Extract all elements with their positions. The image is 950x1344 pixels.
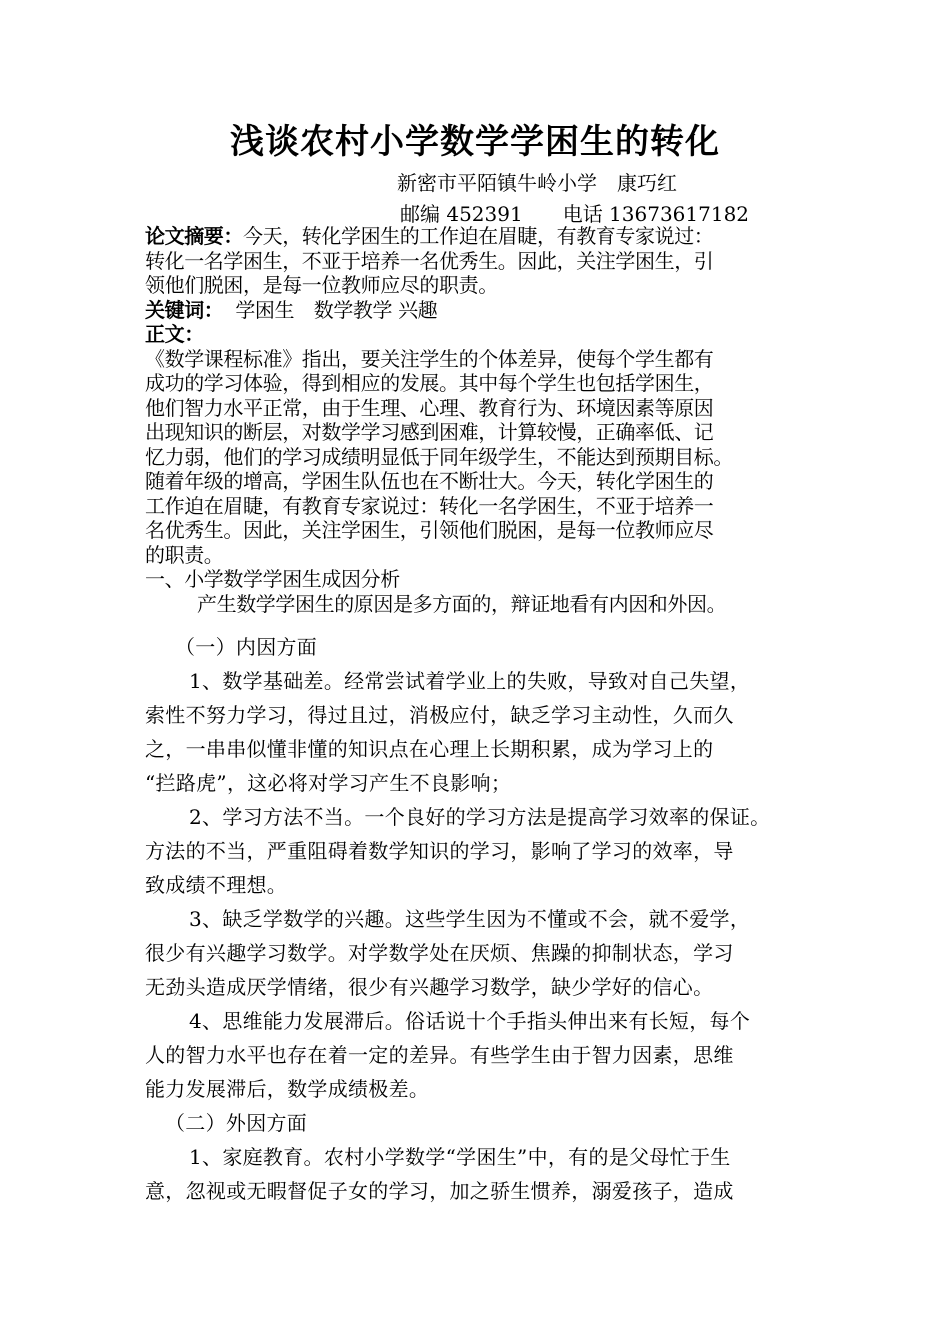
paragraph-line: 无劲头造成厌学情绪，很少有兴趣学习数学，缺少学好的信心。 [145, 975, 714, 999]
document-title: 浅谈农村小学数学学困生的转化 [230, 122, 720, 162]
paragraph-line: “拦路虎”，这必将对学习产生不良影响； [145, 771, 512, 795]
paragraph-line: 很少有兴趣学习数学。对学数学处在厌烦、焦躁的抑制状态，学习 [145, 941, 734, 965]
paragraph-line: 2、学习方法不当。一个良好的学习方法是提高学习效率的保证。 [189, 805, 771, 829]
abstract-text: 今天，转化学困生的工作迫在眉睫，有教育专家说过： [243, 224, 714, 248]
subsection-heading-external: （二）外因方面 [165, 1111, 308, 1135]
abstract-line [145, 224, 835, 249]
paragraph-line: 索性不努力学习，得过且过，消极应付，缺乏学习主动性，久而久 [145, 703, 734, 727]
abstract-block [145, 224, 835, 616]
keywords-label: 关键词： [145, 297, 224, 322]
paragraph-line: 1、数学基础差。经常尝试着学业上的失败，导致对自己失望， [189, 669, 751, 693]
paragraph-line: 1、家庭教育。农村小学数学“学困生”中，有的是父母忙于生 [189, 1145, 731, 1169]
section1-intro: 产生数学学困生的原因是多方面的，辩证地看有内因和外因。 [197, 591, 727, 616]
contact-line: 邮编 452391 电话 13673617182 [400, 202, 750, 226]
intro-line: 《数学课程标准》指出，要关注学生的个体差异，使每个学生都有 [145, 346, 714, 371]
section1-heading: 一、小学数学学困生成因分析 [145, 567, 400, 591]
paragraph-line: 能力发展滞后，数学成绩极差。 [145, 1077, 430, 1101]
paragraph-line: 之，一串串似懂非懂的知识点在心理上长期积累，成为学习上的 [145, 737, 714, 761]
body-label: 正文： [145, 322, 204, 346]
paragraph-line: 方法的不当，严重阻碍着数学知识的学习，影响了学习的效率，导 [145, 839, 734, 863]
paragraph-line: 4、思维能力发展滞后。俗话说十个手指头伸出来有长短，每个 [189, 1009, 751, 1033]
intro-line: 的职责。 [145, 542, 224, 567]
subsection-heading-internal: （一）内因方面 [175, 635, 318, 659]
paragraph-line: 人的智力水平也存在着一定的差异。有些学生由于智力因素，思维 [145, 1043, 734, 1067]
abstract-label: 论文摘要： [145, 224, 243, 248]
intro-line: 成功的学习体验，得到相应的发展。其中每个学生也包括学困生， [145, 371, 714, 395]
intro-line: 忆力弱，他们的学习成绩明显低于同年级学生，不能达到预期目标。 [145, 444, 733, 469]
intro-line: 出现知识的断层，对数学学习感到困难，计算较慢，正确率低、记 [145, 420, 714, 444]
keywords-text: 学困生 数学教学 兴趣 [235, 297, 438, 322]
intro-line: 他们智力水平正常，由于生理、心理、教育行为、环境因素等原因 [145, 395, 714, 420]
intro-line: 随着年级的增高，学困生队伍也在不断壮大。今天，转化学困生的 [145, 469, 714, 493]
author-line: 新密市平陌镇牛岭小学 康巧红 [397, 171, 677, 195]
abstract-line: 转化一名学困生，不亚于培养一名优秀生。因此，关注学困生，引 [145, 248, 714, 273]
paragraph-line: 致成绩不理想。 [145, 873, 288, 897]
abstract-line: 领他们脱困，是每一位教师应尽的职责。 [145, 273, 498, 297]
paragraph-line: 3、缺乏学数学的兴趣。这些学生因为不懂或不会，就不爱学， [189, 907, 751, 931]
intro-line: 工作迫在眉睫，有教育专家说过：转化一名学困生，不亚于培养一 [145, 493, 714, 518]
keywords-line [145, 298, 835, 323]
intro-line: 名优秀生。因此，关注学困生，引领他们脱困，是每一位教师应尽 [145, 518, 714, 542]
paragraph-line: 意，忽视或无暇督促子女的学习，加之骄生惯养，溺爱孩子，造成 [145, 1179, 734, 1203]
causes-block [145, 630, 835, 1208]
